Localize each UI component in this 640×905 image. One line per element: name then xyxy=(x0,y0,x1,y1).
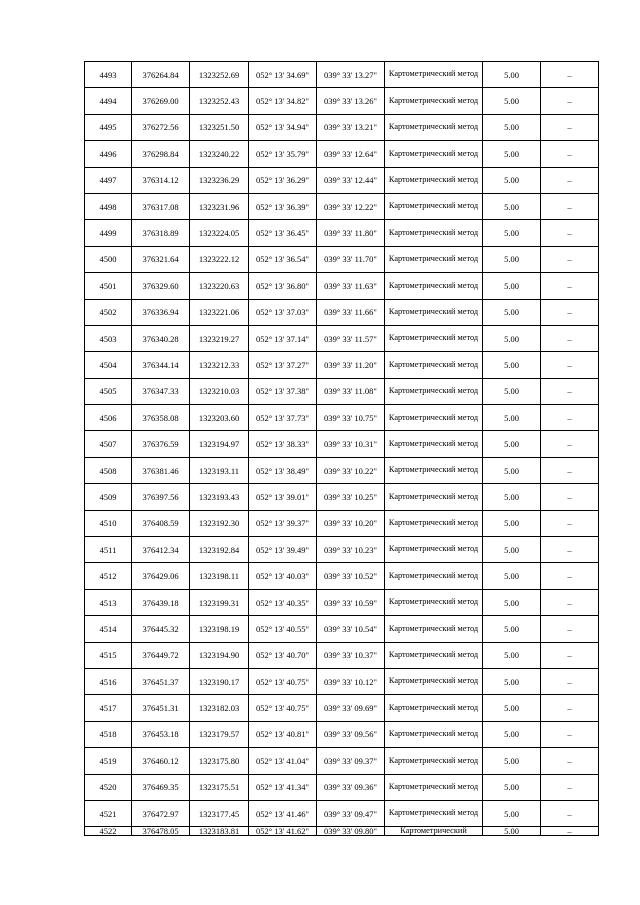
method-cell: Картометрический метод xyxy=(385,642,483,668)
accuracy-cell: 5.00 xyxy=(483,457,541,483)
x-coordinate-cell: 376264.84 xyxy=(132,62,190,88)
longitude-cell: 039° 33' 09.36" xyxy=(317,774,385,800)
latitude-cell: 052° 13' 36.29" xyxy=(249,167,317,193)
latitude-cell: 052° 13' 37.38" xyxy=(249,378,317,404)
table-row xyxy=(85,563,599,589)
longitude-cell: 039° 33' 11.63" xyxy=(317,273,385,299)
note-cell: – xyxy=(541,352,599,378)
method-cell: Картометрический метод xyxy=(385,695,483,721)
accuracy-cell: 5.00 xyxy=(483,563,541,589)
longitude-cell: 039° 33' 10.25" xyxy=(317,484,385,510)
longitude-cell: 039° 33' 11.57" xyxy=(317,325,385,351)
latitude-cell: 052° 13' 34.82" xyxy=(249,88,317,114)
table-row xyxy=(85,193,599,219)
note-cell: – xyxy=(541,167,599,193)
x-coordinate-cell: 376439.18 xyxy=(132,589,190,615)
method-cell: Картометрический метод xyxy=(385,114,483,140)
note-cell: – xyxy=(541,141,599,167)
accuracy-cell: 5.00 xyxy=(483,246,541,272)
latitude-cell: 052° 13' 39.49" xyxy=(249,537,317,563)
point-number-cell: 4496 xyxy=(85,141,132,167)
note-cell: – xyxy=(541,484,599,510)
y-coordinate-cell: 1323194.90 xyxy=(190,642,249,668)
method-cell: Картометрический метод xyxy=(385,484,483,510)
point-number-cell: 4515 xyxy=(85,642,132,668)
y-coordinate-cell: 1323220.63 xyxy=(190,273,249,299)
method-cell: Картометрический метод xyxy=(385,167,483,193)
method-cell: Картометрический метод xyxy=(385,589,483,615)
point-number-cell: 4503 xyxy=(85,325,132,351)
x-coordinate-cell: 376358.08 xyxy=(132,405,190,431)
y-coordinate-cell: 1323192.84 xyxy=(190,537,249,563)
table-row xyxy=(85,616,599,642)
coordinates-table xyxy=(84,61,599,836)
note-cell: – xyxy=(541,537,599,563)
note-cell: – xyxy=(541,510,599,536)
x-coordinate-cell: 376329.60 xyxy=(132,273,190,299)
latitude-cell: 052° 13' 36.45" xyxy=(249,220,317,246)
longitude-cell: 039° 33' 11.08" xyxy=(317,378,385,404)
accuracy-cell: 5.00 xyxy=(483,88,541,114)
point-number-cell: 4514 xyxy=(85,616,132,642)
method-cell: Картометрический метод xyxy=(385,668,483,694)
longitude-cell: 039° 33' 10.54" xyxy=(317,616,385,642)
method-cell: Картометрический метод xyxy=(385,88,483,114)
accuracy-cell: 5.00 xyxy=(483,141,541,167)
note-cell: – xyxy=(541,378,599,404)
y-coordinate-cell: 1323194.97 xyxy=(190,431,249,457)
note-cell: – xyxy=(541,589,599,615)
table-row xyxy=(85,352,599,378)
table-row xyxy=(85,668,599,694)
accuracy-cell: 5.00 xyxy=(483,352,541,378)
table-row xyxy=(85,721,599,747)
method-cell: Картометрический метод xyxy=(385,378,483,404)
table-row xyxy=(85,510,599,536)
point-number-cell: 4493 xyxy=(85,62,132,88)
y-coordinate-cell: 1323210.03 xyxy=(190,378,249,404)
longitude-cell: 039° 33' 10.59" xyxy=(317,589,385,615)
longitude-cell: 039° 33' 10.31" xyxy=(317,431,385,457)
point-number-cell: 4516 xyxy=(85,668,132,694)
table-row xyxy=(85,800,599,826)
latitude-cell: 052° 13' 36.54" xyxy=(249,246,317,272)
x-coordinate-cell: 376429.06 xyxy=(132,563,190,589)
y-coordinate-cell: 1323224.05 xyxy=(190,220,249,246)
note-cell: – xyxy=(541,457,599,483)
note-cell: – xyxy=(541,800,599,826)
latitude-cell: 052° 13' 35.79" xyxy=(249,141,317,167)
note-cell: – xyxy=(541,220,599,246)
table-row xyxy=(85,114,599,140)
point-number-cell: 4521 xyxy=(85,800,132,826)
y-coordinate-cell: 1323193.43 xyxy=(190,484,249,510)
longitude-cell: 039° 33' 10.22" xyxy=(317,457,385,483)
x-coordinate-cell: 376412.34 xyxy=(132,537,190,563)
table-row xyxy=(85,827,599,836)
point-number-cell: 4501 xyxy=(85,273,132,299)
method-cell: Картометрический метод xyxy=(385,563,483,589)
note-cell: – xyxy=(541,62,599,88)
y-coordinate-cell: 1323222.12 xyxy=(190,246,249,272)
latitude-cell: 052° 13' 41.62" xyxy=(249,827,317,836)
x-coordinate-cell: 376376.59 xyxy=(132,431,190,457)
method-cell: Картометрический метод xyxy=(385,748,483,774)
point-number-cell: 4511 xyxy=(85,537,132,563)
table-row xyxy=(85,141,599,167)
note-cell: – xyxy=(541,563,599,589)
table-row xyxy=(85,484,599,510)
point-number-cell: 4495 xyxy=(85,114,132,140)
note-cell: – xyxy=(541,405,599,431)
accuracy-cell: 5.00 xyxy=(483,721,541,747)
point-number-cell: 4518 xyxy=(85,721,132,747)
method-cell: Картометрический метод xyxy=(385,537,483,563)
longitude-cell: 039° 33' 12.22" xyxy=(317,193,385,219)
table-row xyxy=(85,695,599,721)
latitude-cell: 052° 13' 40.75" xyxy=(249,668,317,694)
y-coordinate-cell: 1323182.03 xyxy=(190,695,249,721)
method-cell: Картометрический метод xyxy=(385,273,483,299)
latitude-cell: 052° 13' 40.55" xyxy=(249,616,317,642)
method-cell: Картометрический метод xyxy=(385,299,483,325)
table-row xyxy=(85,62,599,88)
point-number-cell: 4509 xyxy=(85,484,132,510)
x-coordinate-cell: 376340.28 xyxy=(132,325,190,351)
latitude-cell: 052° 13' 39.01" xyxy=(249,484,317,510)
point-number-cell: 4517 xyxy=(85,695,132,721)
accuracy-cell: 5.00 xyxy=(483,510,541,536)
accuracy-cell: 5.00 xyxy=(483,299,541,325)
table-row xyxy=(85,299,599,325)
table-row xyxy=(85,378,599,404)
point-number-cell: 4520 xyxy=(85,774,132,800)
note-cell: – xyxy=(541,721,599,747)
point-number-cell: 4508 xyxy=(85,457,132,483)
accuracy-cell: 5.00 xyxy=(483,668,541,694)
point-number-cell: 4510 xyxy=(85,510,132,536)
latitude-cell: 052° 13' 37.03" xyxy=(249,299,317,325)
table-row xyxy=(85,642,599,668)
x-coordinate-cell: 376453.18 xyxy=(132,721,190,747)
table-row xyxy=(85,246,599,272)
note-cell: – xyxy=(541,299,599,325)
point-number-cell: 4497 xyxy=(85,167,132,193)
table-row xyxy=(85,457,599,483)
longitude-cell: 039° 33' 09.69" xyxy=(317,695,385,721)
point-number-cell: 4499 xyxy=(85,220,132,246)
longitude-cell: 039° 33' 11.70" xyxy=(317,246,385,272)
method-cell: Картометрический метод xyxy=(385,800,483,826)
method-cell: Картометрический метод xyxy=(385,352,483,378)
method-cell: Картометрический метод xyxy=(385,405,483,431)
accuracy-cell: 5.00 xyxy=(483,484,541,510)
latitude-cell: 052° 13' 34.94" xyxy=(249,114,317,140)
y-coordinate-cell: 1323221.06 xyxy=(190,299,249,325)
point-number-cell: 4513 xyxy=(85,589,132,615)
longitude-cell: 039° 33' 09.80" xyxy=(317,827,385,836)
longitude-cell: 039° 33' 11.66" xyxy=(317,299,385,325)
x-coordinate-cell: 376469.35 xyxy=(132,774,190,800)
note-cell: – xyxy=(541,695,599,721)
method-cell: Картометрический метод xyxy=(385,616,483,642)
table-row xyxy=(85,325,599,351)
latitude-cell: 052° 13' 36.39" xyxy=(249,193,317,219)
y-coordinate-cell: 1323231.96 xyxy=(190,193,249,219)
x-coordinate-cell: 376347.33 xyxy=(132,378,190,404)
note-cell: – xyxy=(541,88,599,114)
method-cell: Картометрический метод xyxy=(385,457,483,483)
y-coordinate-cell: 1323252.69 xyxy=(190,62,249,88)
accuracy-cell: 5.00 xyxy=(483,589,541,615)
latitude-cell: 052° 13' 37.27" xyxy=(249,352,317,378)
latitude-cell: 052° 13' 40.75" xyxy=(249,695,317,721)
y-coordinate-cell: 1323192.30 xyxy=(190,510,249,536)
longitude-cell: 039° 33' 10.37" xyxy=(317,642,385,668)
accuracy-cell: 5.00 xyxy=(483,114,541,140)
accuracy-cell: 5.00 xyxy=(483,537,541,563)
accuracy-cell: 5.00 xyxy=(483,273,541,299)
x-coordinate-cell: 376451.31 xyxy=(132,695,190,721)
longitude-cell: 039° 33' 12.44" xyxy=(317,167,385,193)
note-cell: – xyxy=(541,193,599,219)
y-coordinate-cell: 1323175.51 xyxy=(190,774,249,800)
point-number-cell: 4522 xyxy=(85,827,132,836)
table-row xyxy=(85,273,599,299)
longitude-cell: 039° 33' 12.64" xyxy=(317,141,385,167)
point-number-cell: 4506 xyxy=(85,405,132,431)
y-coordinate-cell: 1323251.50 xyxy=(190,114,249,140)
method-cell: Картометрический метод xyxy=(385,193,483,219)
note-cell: – xyxy=(541,642,599,668)
latitude-cell: 052° 13' 40.81" xyxy=(249,721,317,747)
longitude-cell: 039° 33' 10.75" xyxy=(317,405,385,431)
document-page xyxy=(84,61,599,836)
y-coordinate-cell: 1323203.60 xyxy=(190,405,249,431)
method-cell: Картометрический метод xyxy=(385,246,483,272)
accuracy-cell: 5.00 xyxy=(483,167,541,193)
table-row xyxy=(85,589,599,615)
x-coordinate-cell: 376445.32 xyxy=(132,616,190,642)
x-coordinate-cell: 376269.00 xyxy=(132,88,190,114)
x-coordinate-cell: 376478.05 xyxy=(132,827,190,836)
latitude-cell: 052° 13' 34.69" xyxy=(249,62,317,88)
table-row xyxy=(85,748,599,774)
x-coordinate-cell: 376408.59 xyxy=(132,510,190,536)
x-coordinate-cell: 376451.37 xyxy=(132,668,190,694)
latitude-cell: 052° 13' 41.46" xyxy=(249,800,317,826)
y-coordinate-cell: 1323219.27 xyxy=(190,325,249,351)
longitude-cell: 039° 33' 10.20" xyxy=(317,510,385,536)
note-cell: – xyxy=(541,616,599,642)
note-cell: – xyxy=(541,246,599,272)
latitude-cell: 052° 13' 37.14" xyxy=(249,325,317,351)
note-cell: – xyxy=(541,273,599,299)
longitude-cell: 039° 33' 09.37" xyxy=(317,748,385,774)
y-coordinate-cell: 1323212.33 xyxy=(190,352,249,378)
latitude-cell: 052° 13' 39.37" xyxy=(249,510,317,536)
x-coordinate-cell: 376336.94 xyxy=(132,299,190,325)
point-number-cell: 4502 xyxy=(85,299,132,325)
y-coordinate-cell: 1323179.57 xyxy=(190,721,249,747)
latitude-cell: 052° 13' 38.33" xyxy=(249,431,317,457)
method-cell: Картометрический метод xyxy=(385,220,483,246)
longitude-cell: 039° 33' 11.20" xyxy=(317,352,385,378)
latitude-cell: 052° 13' 40.70" xyxy=(249,642,317,668)
method-cell: Картометрический метод xyxy=(385,774,483,800)
note-cell: – xyxy=(541,114,599,140)
note-cell: – xyxy=(541,748,599,774)
method-cell: Картометрический метод xyxy=(385,62,483,88)
method-cell: Картометрический xyxy=(385,827,483,836)
longitude-cell: 039° 33' 10.12" xyxy=(317,668,385,694)
accuracy-cell: 5.00 xyxy=(483,431,541,457)
point-number-cell: 4505 xyxy=(85,378,132,404)
x-coordinate-cell: 376321.64 xyxy=(132,246,190,272)
latitude-cell: 052° 13' 37.73" xyxy=(249,405,317,431)
y-coordinate-cell: 1323193.11 xyxy=(190,457,249,483)
note-cell: – xyxy=(541,774,599,800)
x-coordinate-cell: 376318.89 xyxy=(132,220,190,246)
x-coordinate-cell: 376397.56 xyxy=(132,484,190,510)
point-number-cell: 4519 xyxy=(85,748,132,774)
y-coordinate-cell: 1323183.81 xyxy=(190,827,249,836)
longitude-cell: 039° 33' 11.80" xyxy=(317,220,385,246)
table-row xyxy=(85,405,599,431)
y-coordinate-cell: 1323190.17 xyxy=(190,668,249,694)
latitude-cell: 052° 13' 40.35" xyxy=(249,589,317,615)
accuracy-cell: 5.00 xyxy=(483,642,541,668)
longitude-cell: 039° 33' 13.27" xyxy=(317,62,385,88)
note-cell: – xyxy=(541,827,599,836)
accuracy-cell: 5.00 xyxy=(483,616,541,642)
latitude-cell: 052° 13' 36.80" xyxy=(249,273,317,299)
method-cell: Картометрический метод xyxy=(385,510,483,536)
y-coordinate-cell: 1323240.22 xyxy=(190,141,249,167)
x-coordinate-cell: 376381.46 xyxy=(132,457,190,483)
table-body xyxy=(85,62,599,836)
accuracy-cell: 5.00 xyxy=(483,774,541,800)
y-coordinate-cell: 1323198.11 xyxy=(190,563,249,589)
y-coordinate-cell: 1323252.43 xyxy=(190,88,249,114)
note-cell: – xyxy=(541,431,599,457)
x-coordinate-cell: 376298.84 xyxy=(132,141,190,167)
table-row xyxy=(85,220,599,246)
table-row xyxy=(85,88,599,114)
x-coordinate-cell: 376317.08 xyxy=(132,193,190,219)
method-cell: Картометрический метод xyxy=(385,431,483,457)
y-coordinate-cell: 1323236.29 xyxy=(190,167,249,193)
y-coordinate-cell: 1323198.19 xyxy=(190,616,249,642)
table-row xyxy=(85,167,599,193)
longitude-cell: 039° 33' 10.52" xyxy=(317,563,385,589)
longitude-cell: 039° 33' 09.56" xyxy=(317,721,385,747)
point-number-cell: 4504 xyxy=(85,352,132,378)
x-coordinate-cell: 376344.14 xyxy=(132,352,190,378)
point-number-cell: 4512 xyxy=(85,563,132,589)
latitude-cell: 052° 13' 41.04" xyxy=(249,748,317,774)
x-coordinate-cell: 376272.56 xyxy=(132,114,190,140)
point-number-cell: 4494 xyxy=(85,88,132,114)
point-number-cell: 4507 xyxy=(85,431,132,457)
accuracy-cell: 5.00 xyxy=(483,325,541,351)
note-cell: – xyxy=(541,668,599,694)
table-row xyxy=(85,537,599,563)
accuracy-cell: 5.00 xyxy=(483,193,541,219)
latitude-cell: 052° 13' 38.49" xyxy=(249,457,317,483)
longitude-cell: 039° 33' 13.26" xyxy=(317,88,385,114)
y-coordinate-cell: 1323199.31 xyxy=(190,589,249,615)
table-row xyxy=(85,774,599,800)
latitude-cell: 052° 13' 40.03" xyxy=(249,563,317,589)
point-number-cell: 4498 xyxy=(85,193,132,219)
method-cell: Картометрический метод xyxy=(385,325,483,351)
accuracy-cell: 5.00 xyxy=(483,405,541,431)
y-coordinate-cell: 1323175.80 xyxy=(190,748,249,774)
y-coordinate-cell: 1323177.45 xyxy=(190,800,249,826)
accuracy-cell: 5.00 xyxy=(483,62,541,88)
note-cell: – xyxy=(541,325,599,351)
x-coordinate-cell: 376460.12 xyxy=(132,748,190,774)
accuracy-cell: 5.00 xyxy=(483,827,541,836)
x-coordinate-cell: 376314.12 xyxy=(132,167,190,193)
accuracy-cell: 5.00 xyxy=(483,748,541,774)
method-cell: Картометрический метод xyxy=(385,721,483,747)
longitude-cell: 039° 33' 13.21" xyxy=(317,114,385,140)
x-coordinate-cell: 376449.72 xyxy=(132,642,190,668)
longitude-cell: 039° 33' 09.47" xyxy=(317,800,385,826)
x-coordinate-cell: 376472.97 xyxy=(132,800,190,826)
accuracy-cell: 5.00 xyxy=(483,695,541,721)
table-row xyxy=(85,431,599,457)
accuracy-cell: 5.00 xyxy=(483,800,541,826)
point-number-cell: 4500 xyxy=(85,246,132,272)
method-cell: Картометрический метод xyxy=(385,141,483,167)
accuracy-cell: 5.00 xyxy=(483,378,541,404)
longitude-cell: 039° 33' 10.23" xyxy=(317,537,385,563)
accuracy-cell: 5.00 xyxy=(483,220,541,246)
latitude-cell: 052° 13' 41.34" xyxy=(249,774,317,800)
